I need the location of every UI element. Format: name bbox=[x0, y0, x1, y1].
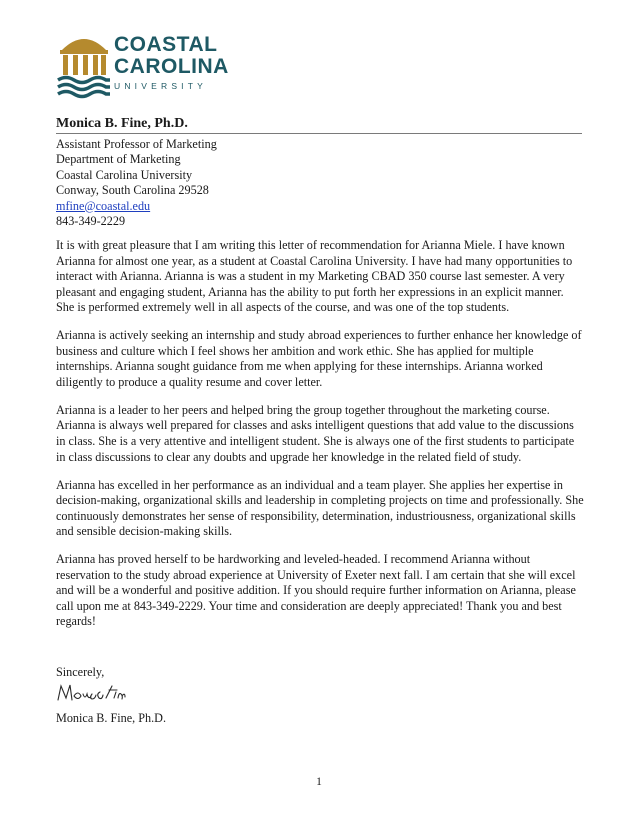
letter-body bbox=[56, 238, 584, 643]
body-paragraph: Arianna is actively seeking an internship and study abroad experiences to further enhance her knowledge of business and culture which I feel shows her ambition and work ethic. She has applied for multiple internships. Arianna sought guidance from me when applying for these internships. Arianna worked diligently to produce a quality resume and cover letter. bbox=[56, 328, 582, 389]
closing-salutation: Sincerely, bbox=[56, 665, 105, 679]
body-paragraph: Arianna has excelled in her performance as an individual and a team player. She applies her expertise in decision-making, organizational skills and leadership in completing projects on time and professionally. She continuously demonstrates her sense of responsibility, determination, industriousness, organizational skills and sensible decision-making skills. bbox=[56, 477, 584, 539]
sender-email-link[interactable]: mfine@coastal.edu bbox=[56, 198, 151, 213]
page-number: 1 bbox=[316, 776, 322, 788]
sender-phone: 843-349-2229 bbox=[56, 214, 126, 229]
body-paragraph: It is with great pleasure that I am writing this letter of recommendation for Arianna Miele. I have known Arianna for almost one year, as a student at Coastal Carolina University. I have had many opportunities to interact with Arianna. Arianna is was a student in my Marketing CBAD 350 course last semester. A very pleasant and engaging student, Arianna has the ability to put forth her expressions in an explicit manner. She is performed extremely well in all aspects of the course, and was one of the top students. bbox=[56, 238, 573, 315]
university-seal-icon bbox=[56, 30, 112, 102]
logo-line-coastal: COASTAL bbox=[114, 33, 218, 56]
sender-title: Assistant Professor of Marketing bbox=[56, 137, 217, 151]
sender-university: Coastal Carolina University bbox=[56, 167, 193, 182]
sender-address: Conway, South Carolina 29528 bbox=[56, 183, 209, 198]
logo-line-carolina: CAROLINA bbox=[114, 55, 229, 78]
header-divider bbox=[56, 133, 582, 134]
handwritten-signature bbox=[56, 680, 126, 706]
signer-name: Monica B. Fine, Ph.D. bbox=[56, 711, 167, 725]
logo-line-university: UNIVERSITY bbox=[114, 81, 208, 91]
body-paragraph: Arianna has proved herself to be hardworking and leveled-headed. I recommend Arianna without reservation to the study abroad experience at University of Exeter next fall. I am certain that she will excel and will be a wonderful and positive addition. If you should require further information on Arianna, please call upon me at 843-349-2229. Your time and consideration are deeply appreciated! Thank you and best regards! bbox=[56, 552, 576, 629]
sender-contact-block bbox=[56, 137, 217, 229]
body-paragraph: Arianna is a leader to her peers and helped bring the group together throughout the marketing course. Arianna is always well prepared for classes and asks intelligent questions that add value to the discussions in class. She is a very attentive and intelligent student. She is always one of the first students to participate in class discussions to clear any doubts and upgrade her knowledge in the related field of study. bbox=[56, 402, 575, 464]
sender-name: Monica B. Fine, Ph.D. bbox=[56, 116, 188, 131]
sender-department: Department of Marketing bbox=[56, 152, 181, 167]
university-logo bbox=[56, 30, 229, 102]
logo-wordmark bbox=[114, 34, 229, 91]
